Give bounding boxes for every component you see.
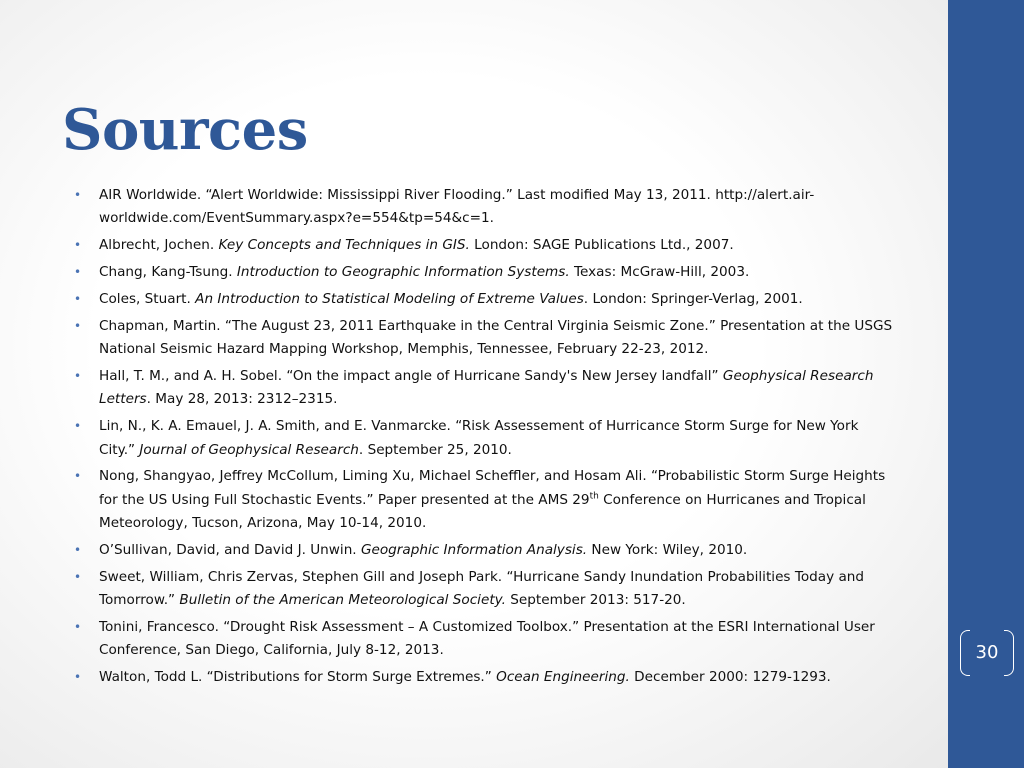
- reference-item: [72, 415, 898, 462]
- reference-title: Journal of Geophysical Research: [139, 441, 359, 458]
- bullet-icon: •: [74, 419, 82, 434]
- reference-text: Coles, Stuart.: [99, 290, 196, 307]
- reference-text: AIR Worldwide. “Alert Worldwide: Mississippi River Flooding.” Last modified May 13, 2011. http://alert.air-worldwide.com/EventSummary.aspx?e=554&tp=54&c=1.: [99, 187, 815, 227]
- slide-title: Sources: [62, 96, 308, 163]
- reference-text: th: [589, 491, 599, 502]
- reference-item: [72, 261, 898, 284]
- bullet-icon: •: [74, 238, 82, 253]
- reference-text: Lin, N., K. A. Emauel, J. A. Smith, and E. Vanmarcke. “Risk Assessement of Hurricance Storm Surge for New York City.”: [99, 418, 859, 458]
- slide-number-badge: [960, 630, 1014, 676]
- reference-text: Walton, Todd L. “Distributions for Storm Surge Extremes.”: [99, 669, 497, 686]
- bullet-icon: •: [74, 188, 82, 202]
- reference-text: Albrecht, Jochen.: [99, 237, 219, 254]
- reference-item: [72, 666, 898, 689]
- reference-title: Geographic Information Analysis.: [360, 541, 588, 558]
- reference-item: [72, 315, 898, 362]
- reference-item: [72, 566, 898, 613]
- reference-item: [72, 465, 898, 535]
- reference-item: [72, 365, 898, 412]
- reference-text: Tonini, Francesco. “Drought Risk Assessment – A Customized Toolbox.” Presentation at the ESRI International User Conference, San Diego, California, July 8-12, 2013.: [99, 618, 875, 659]
- reference-item: [72, 616, 898, 663]
- bullet-icon: •: [74, 318, 82, 333]
- reference-text: . September 25, 2010.: [358, 441, 512, 458]
- reference-text: December 2000: 1279-1293.: [629, 669, 831, 686]
- bullet-icon: •: [74, 619, 82, 634]
- bullet-icon: •: [74, 670, 82, 685]
- slide-number: 30: [975, 642, 999, 663]
- reference-item: [72, 234, 898, 257]
- reference-text: New York: Wiley, 2010.: [587, 541, 748, 558]
- reference-text: O’Sullivan, David, and David J. Unwin.: [99, 541, 361, 558]
- reference-text: Chapman, Martin. “The August 23, 2011 Earthquake in the Central Virginia Seismic Zone.” Presentation at the USGS National Seismic Hazard Mapping Workshop, Memphis, Tennessee, February 22-23, 2012.: [99, 317, 893, 358]
- reference-text: Chang, Kang-Tsung.: [99, 264, 237, 281]
- reference-title: Geophysical Research Letters: [99, 368, 874, 408]
- reference-text: Nong, Shangyao, Jeffrey McCollum, Liming Xu, Michael Scheffler, and Hosam Ali. “Probabilistic Storm Surge Heights for the US Using Full Stochastic Events.” Paper presented at the AMS 29: [99, 468, 886, 508]
- reference-text: . May 28, 2013: 2312–2315.: [146, 391, 338, 408]
- bullet-icon: •: [74, 469, 82, 484]
- reference-title: An Introduction to Statistical Modeling of Extreme Values: [195, 290, 584, 307]
- bullet-icon: •: [74, 569, 82, 584]
- reference-text: Sweet, William, Chris Zervas, Stephen Gill and Joseph Park. “Hurricane Sandy Inundation Probabilities Today and Tomorrow.”: [99, 568, 865, 609]
- reference-title: Key Concepts and Techniques in GIS.: [218, 237, 470, 254]
- sources-list: [72, 184, 898, 693]
- bullet-icon: •: [74, 291, 82, 306]
- reference-title: Bulletin of the American Meteorological Society.: [179, 592, 506, 609]
- reference-text: Hall, T. M., and A. H. Sobel. “On the impact angle of Hurricane Sandy's New Jersey landfall”: [99, 368, 723, 385]
- reference-item: [72, 184, 898, 231]
- reference-text: September 2013: 517-20.: [505, 592, 686, 609]
- bullet-icon: •: [74, 265, 82, 280]
- bullet-icon: •: [74, 542, 82, 557]
- bullet-icon: •: [74, 369, 82, 384]
- reference-item: [72, 539, 898, 562]
- reference-item: [72, 288, 898, 311]
- reference-title: Ocean Engineering.: [496, 669, 630, 686]
- reference-text: Texas: McGraw-Hill, 2003.: [569, 264, 750, 281]
- reference-text: London: SAGE Publications Ltd., 2007.: [469, 237, 734, 254]
- reference-text: Conference on Hurricanes and Tropical Meteorology, Tucson, Arizona, May 10-14, 2010.: [99, 491, 866, 532]
- reference-text: . London: Springer-Verlag, 2001.: [583, 290, 803, 307]
- reference-title: Introduction to Geographic Information Systems.: [236, 264, 570, 281]
